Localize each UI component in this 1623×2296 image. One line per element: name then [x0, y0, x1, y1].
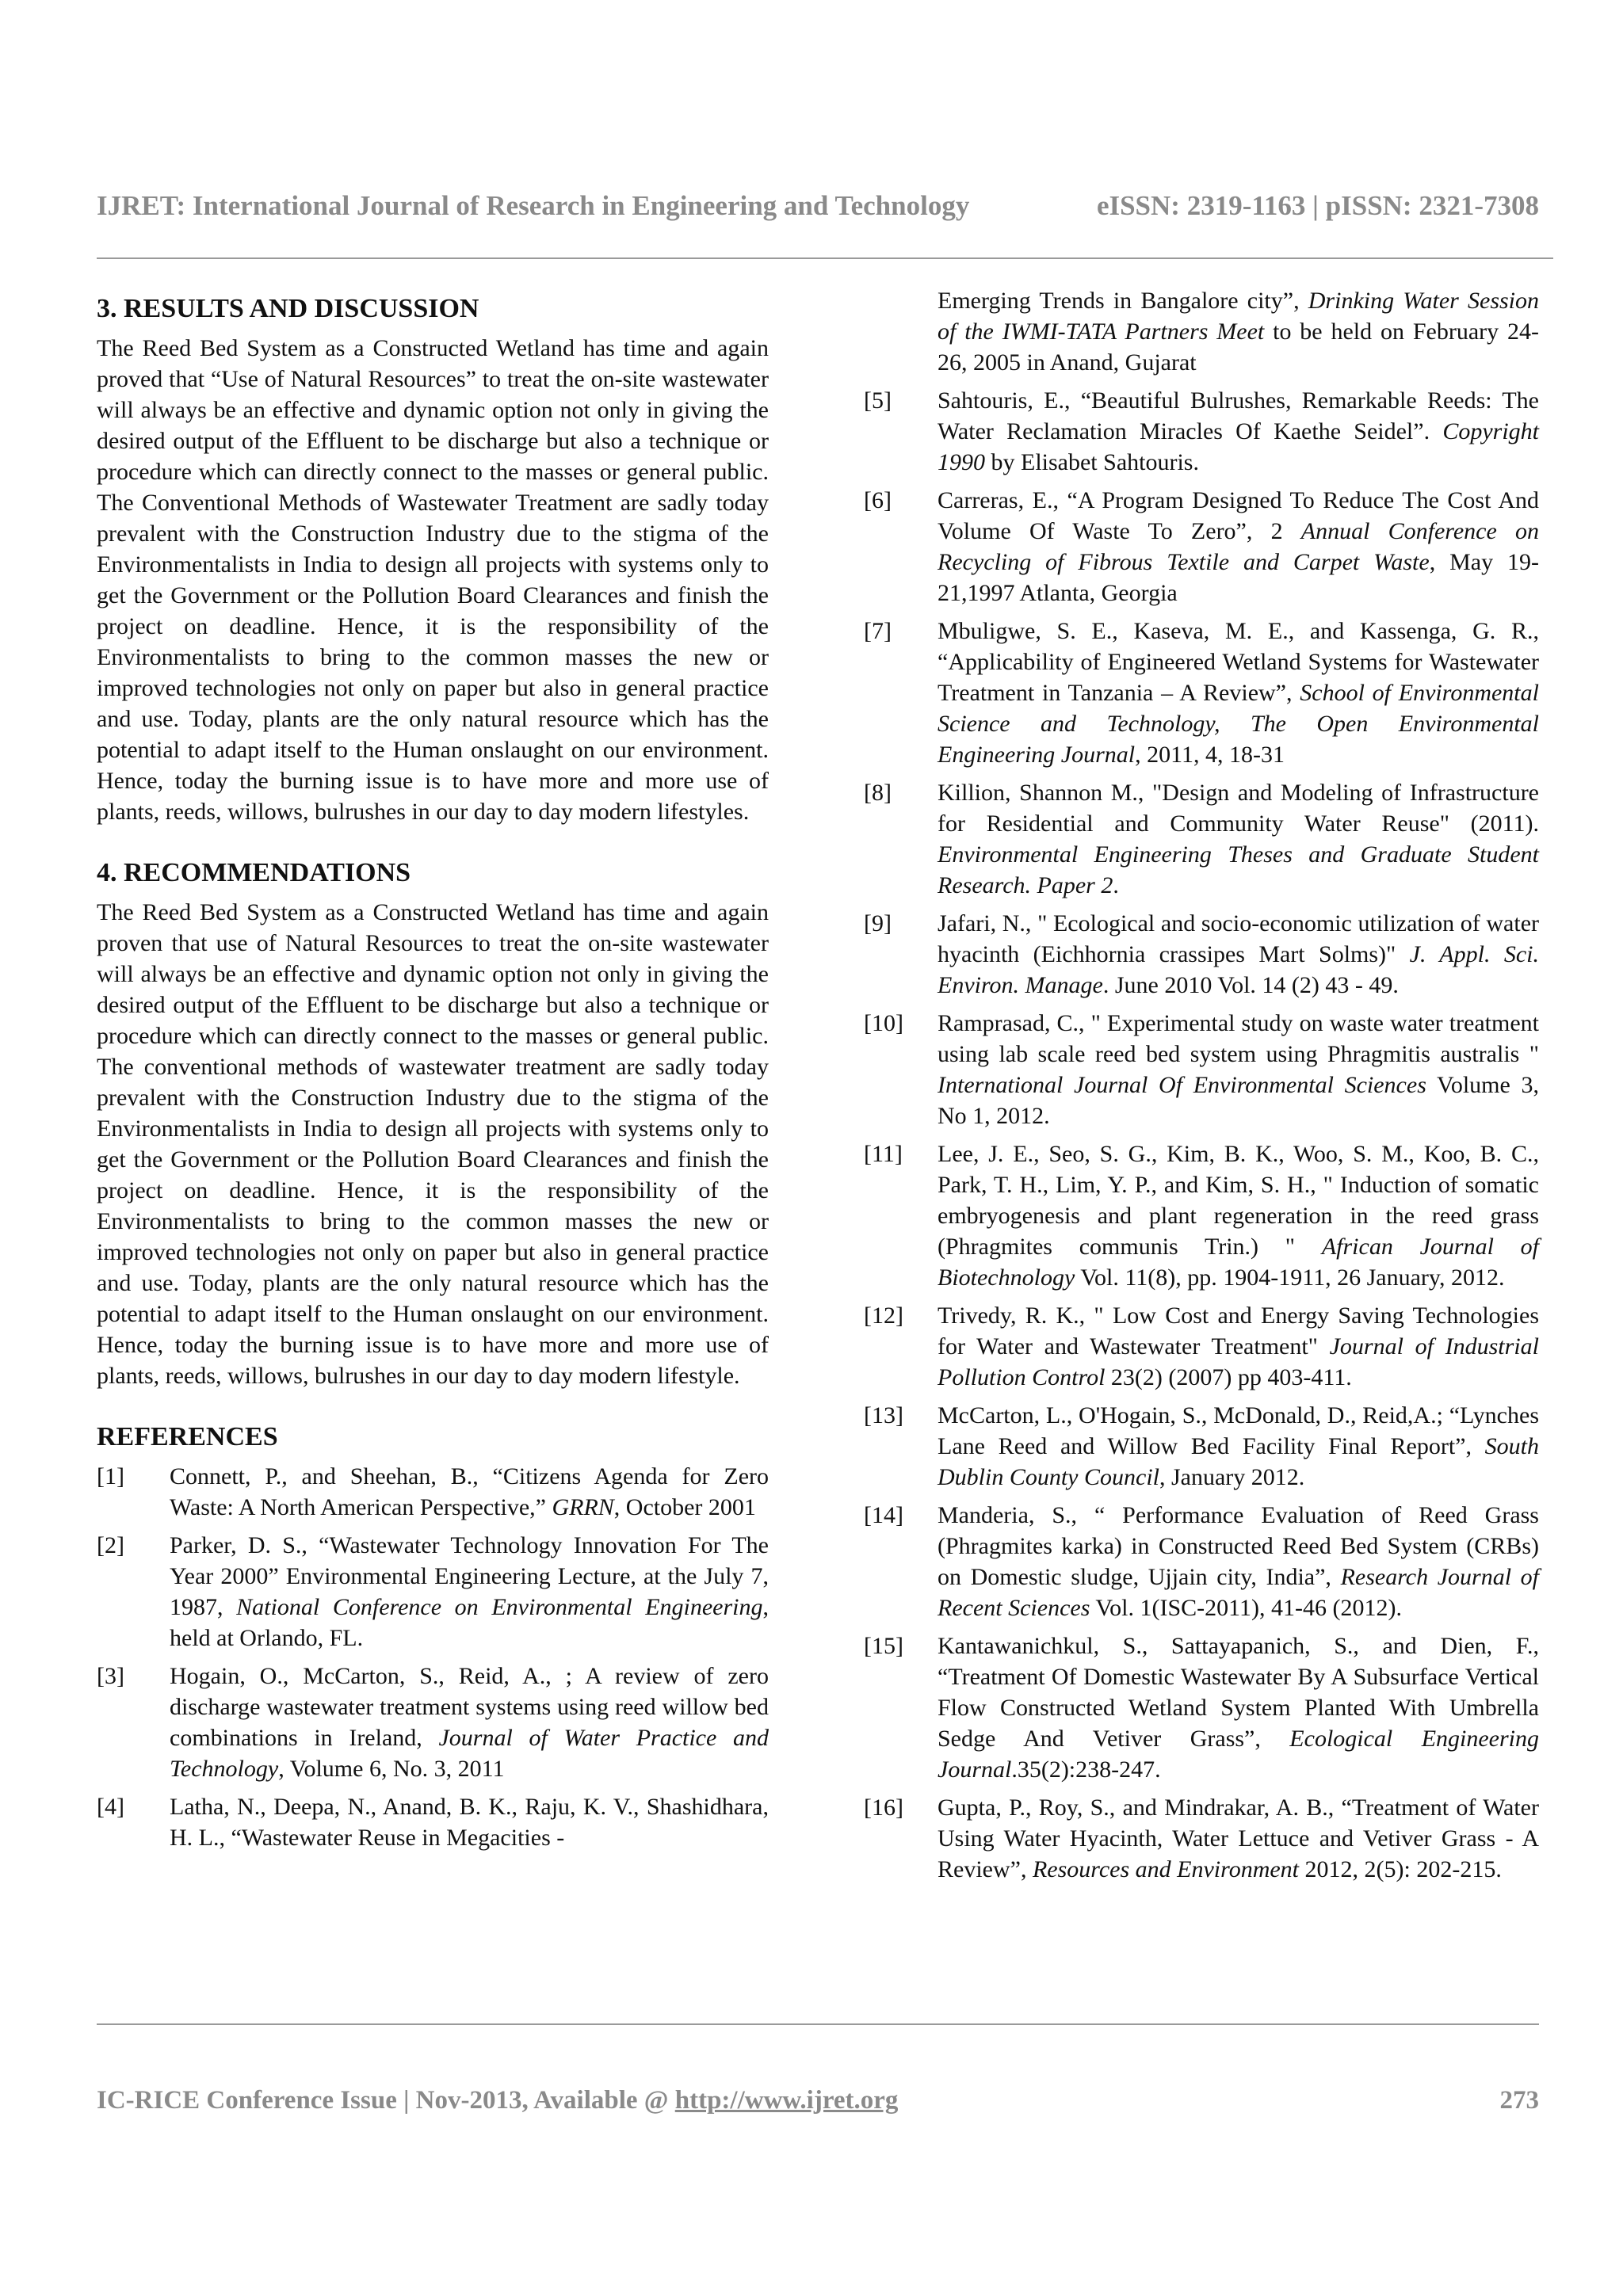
reference-item [864, 1300, 1539, 1393]
reference-item [864, 616, 1539, 770]
reference-text: Kantawanichkul, S., Sattayapanich, S., and Dien, F., “Treatment Of Domestic Wastewater By A Subsurface Vertical Flow Constructed Wetland System Planted With Umbrella Sedge And Vetiver Grass”, [938, 1633, 1539, 1752]
reference-item [864, 1400, 1539, 1493]
reference-text: Manderia, S., “ Performance Evaluation of Reed Grass (Phragmites karka) in Constructed Reed Bed System (CRBs) on Domestic sludge, Ujjain city, India”, [938, 1502, 1539, 1590]
reference-item [864, 1500, 1539, 1623]
reference-text: Lee, J. E., Seo, S. G., Kim, B. K., Woo, S. M., Koo, B. C., Park, T. H., Lim, Y. P., and Kim, S. H., " Induction of somatic embryogenesis and plant regeneration in the reed grass (Phragmites communis Trin.) " [938, 1141, 1539, 1260]
reference-item [97, 1791, 769, 1853]
reference-source: Drinking Water Session of the IWMI-TATA Partners Meet [938, 288, 1540, 345]
left-column [97, 285, 769, 1860]
reference-item [97, 1461, 769, 1523]
reference-tail: by Elisabet Sahtouris. [985, 449, 1199, 475]
section-heading-recommendations: 4. RECOMMENDATIONS [97, 858, 411, 887]
reference-item [864, 777, 1539, 901]
reference-tail: , January 2012. [1159, 1464, 1305, 1490]
reference-number: [4] [97, 1794, 124, 1820]
reference-tail: .35(2):238-247. [1011, 1756, 1161, 1783]
reference-number: [3] [97, 1663, 124, 1689]
reference-number: [13] [864, 1402, 903, 1428]
reference-item [864, 485, 1539, 608]
page-number: 273 [1499, 2086, 1539, 2115]
reference-text: McCarton, L., O'Hogain, S., McDonald, D., Reid,A.; “Lynches Lane Reed and Willow Bed Facility Final Report”, [938, 1402, 1539, 1459]
conference-issue-text: IC-RICE Conference Issue | Nov-2013, Available @ [97, 2086, 675, 2115]
reference-text: Carreras, E., “A Program Designed To Reduce The Cost And Volume Of Waste To Zero”, 2 [938, 487, 1539, 544]
reference-text: Killion, Shannon M., "Design and Modeling of Infrastructure for Residential and Community Water Reuse" (2011). [938, 780, 1539, 837]
reference-item-continued [864, 285, 1539, 378]
reference-item [864, 1008, 1539, 1131]
reference-tail: 2012, 2(5): 202-215. [1299, 1856, 1502, 1882]
reference-text: Parker, D. S., “Wastewater Technology Innovation For The Year 2000” Environmental Engineering Lecture, at the July 7, 1987, [170, 1532, 769, 1620]
reference-source: Resources and Environment [1032, 1856, 1300, 1882]
reference-source: GRRN [552, 1494, 614, 1520]
reference-item [864, 908, 1539, 1001]
reference-tail: , held at Orlando, FL. [170, 1594, 769, 1651]
reference-number: [2] [97, 1532, 124, 1558]
reference-item [97, 1661, 769, 1784]
issn-info: eISSN: 2319-1163 | pISSN: 2321-7308 [1096, 190, 1539, 221]
reference-source: African Journal of Biotechnology [938, 1234, 1539, 1291]
reference-text: Sahtouris, E., “Beautiful Bulrushes, Remarkable Reeds: The Water Reclamation Miracles Of Kaethe Seidel”. [938, 387, 1539, 444]
reference-item [97, 1530, 769, 1653]
reference-tail: Vol. 11(8), pp. 1904-1911, 26 January, 2012. [1075, 1264, 1505, 1291]
running-header [97, 190, 1539, 238]
reference-source: Journal of Industrial Pollution Control [938, 1333, 1539, 1390]
reference-text: Gupta, P., Roy, S., and Mindrakar, A. B., “Treatment of Water Using Water Hyacinth, Water Lettuce and Vetiver Grass - A Review”, [938, 1794, 1539, 1882]
reference-source: Ecological Engineering Journal [938, 1726, 1539, 1783]
reference-source: School of Environmental Science and Technology, The Open Environmental Engineering Journal [938, 680, 1539, 768]
reference-source: Annual Conference on Recycling of Fibrous Textile and Carpet Waste [938, 518, 1540, 575]
section-heading-references: REFERENCES [97, 1422, 278, 1451]
right-column [864, 285, 1539, 1892]
reference-source: J. Appl. Sci. Environ. Manage [938, 941, 1539, 998]
reference-tail: . [1113, 872, 1119, 898]
reference-number: [15] [864, 1633, 903, 1659]
reference-number: [12] [864, 1302, 903, 1329]
reference-text: Mbuligwe, S. E., Kaseva, M. E., and Kassenga, G. R., “Applicability of Engineered Wetland Systems for Wastewater Treatment in Tanzania – A Review”, [938, 618, 1539, 706]
reference-tail: Vol. 1(ISC-2011), 41-46 (2012). [1090, 1595, 1402, 1621]
section-heading-results: 3. RESULTS AND DISCUSSION [97, 294, 479, 323]
reference-tail: , May 19-21,1997 Atlanta, Georgia [938, 549, 1539, 606]
reference-source: International Journal Of Environmental Sciences [938, 1072, 1426, 1098]
results-paragraph: The Reed Bed System as a Constructed Wetland has time and again proved that “Use of Natural Resources” to treat the on-site wastewater will always be an effective and dynamic option not only in giving the desired output of the Effluent to be discharge but also a technique or procedure which can directly connect to the masses or general public. The Conventional Methods of Wastewater Treatment are sadly today prevalent with the Construction Industry due to the stigma of the Environmentalists in India to design all projects with systems only to get the Government or the Pollution Board Clearances and finish the project on deadline. Hence, it is the responsibility of the Environmentalists to bring to the common masses the new or improved technologies not only on paper but also in general practice and use. Today, plants are the only natural resource which has the potential to adapt itself to the Human onslaught on our environment. Hence, today the burning issue is to have more and more use of plants, reeds, willows, bulrushes in our day to day modern lifestyles. [97, 335, 769, 825]
reference-tail: Volume 3, No 1, 2012. [938, 1072, 1539, 1129]
reference-number: [8] [864, 780, 892, 806]
journal-title: IJRET: International Journal of Research in Engineering and Technology [97, 190, 970, 221]
reference-source: South Dublin County Council [938, 1433, 1539, 1490]
reference-source: Journal of Water Practice and Technology [170, 1725, 769, 1782]
reference-item [864, 1630, 1539, 1785]
reference-source: Copyright 1990 [938, 418, 1539, 475]
reference-number: [6] [864, 487, 892, 513]
reference-source: Environmental Engineering Theses and Graduate Student Research. Paper 2 [938, 841, 1539, 898]
reference-number: [10] [864, 1010, 903, 1036]
reference-item [864, 385, 1539, 478]
reference-text: Jafari, N., " Ecological and socio-economic utilization of water hyacinth (Eichhornia crassipes Mart Solms)" [938, 910, 1539, 967]
reference-tail: . June 2010 Vol. 14 (2) 43 - 49. [1102, 972, 1399, 998]
reference-tail: 23(2) (2007) pp 403-411. [1105, 1364, 1352, 1390]
reference-tail: , Volume 6, No. 3, 2011 [278, 1756, 505, 1782]
recommendations-paragraph: The Reed Bed System as a Constructed Wetland has time and again proven that use of Natural Resources to treat the on-site wastewater will always be an effective and dynamic option not only in giving the desired output of the Effluent to be discharge but also a technique or procedure which can directly connect to the masses or general public. The conventional methods of wastewater treatment are sadly today prevalent with the Construction Industry due to the stigma of the Environmentalists in India to design all projects with systems only to get the Government or the Pollution Board Clearances and finish the project on deadline. Hence, it is the responsibility of the Environmentalists to bring to the common masses the new or improved technologies not only on paper but also in general practice and use. Today, plants are the only natural resource which has the potential to adapt itself to the Human onslaught on our environment. Hence, today the burning issue is to have more and more use of plants, reeds, willows, bulrushes in our day to day modern lifestyle. [97, 899, 769, 1389]
reference-item [864, 1792, 1539, 1885]
reference-text: Ramprasad, C., " Experimental study on waste water treatment using lab scale reed bed system using Phragmitis australis " [938, 1010, 1539, 1067]
footer-info [97, 2086, 898, 2115]
reference-text: Trivedy, R. K., " Low Cost and Energy Saving Technologies for Water and Wastewater Treatment" [938, 1302, 1539, 1360]
reference-number: [7] [864, 618, 892, 644]
reference-text: Hogain, O., McCarton, S., Reid, A., ; A review of zero discharge wastewater treatment systems using reed willow bed combinations in Ireland, [170, 1663, 769, 1751]
reference-number: [5] [864, 387, 892, 414]
reference-number: [11] [864, 1141, 903, 1167]
reference-text: Emerging Trends in Bangalore city”, [938, 288, 1308, 314]
reference-number: [1] [97, 1463, 124, 1489]
reference-text: Connett, P., and Sheehan, B., “Citizens Agenda for Zero Waste: A North American Perspective,” [170, 1463, 769, 1520]
reference-source: Research Journal of Recent Sciences [938, 1564, 1540, 1621]
reference-number: [16] [864, 1794, 903, 1821]
reference-tail: , 2011, 4, 18-31 [1135, 742, 1285, 768]
footer-divider [97, 2023, 1539, 2025]
reference-number: [9] [864, 910, 892, 936]
journal-website-link[interactable]: http://www.ijret.org [674, 2086, 899, 2115]
reference-source: National Conference on Environmental Engineering [236, 1594, 763, 1620]
header-divider [97, 257, 1553, 259]
reference-tail: , October 2001 [613, 1494, 756, 1520]
reference-item [864, 1138, 1539, 1293]
reference-tail: to be held on February 24-26, 2005 in Anand, Gujarat [938, 318, 1539, 376]
reference-number: [14] [864, 1502, 903, 1528]
reference-text: Latha, N., Deepa, N., Anand, B. K., Raju, K. V., Shashidhara, H. L., “Wastewater Reuse in Megacities - [170, 1794, 769, 1851]
running-footer [97, 2086, 1539, 2126]
